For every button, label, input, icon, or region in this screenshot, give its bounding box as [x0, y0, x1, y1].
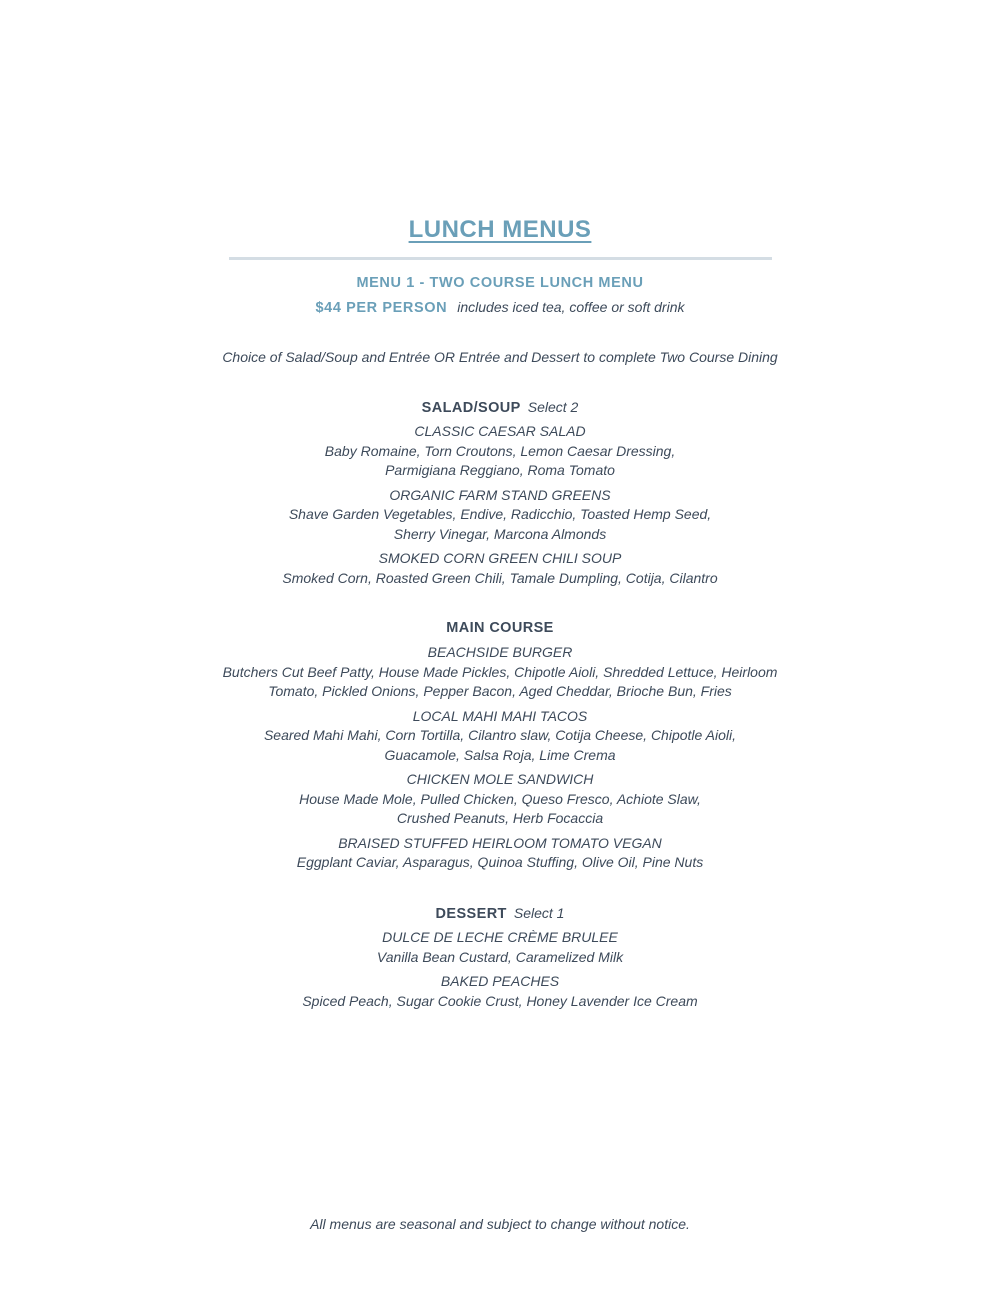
menu-item — [150, 486, 850, 545]
price-note: includes iced tea, coffee or soft drink — [457, 299, 685, 315]
menu-subtitle: MENU 1 - TWO COURSE LUNCH MENU — [356, 275, 644, 291]
menu-item — [150, 770, 850, 829]
menu-item-name: SMOKED CORN GREEN CHILI SOUP — [378, 550, 622, 566]
menu-item-name: CHICKEN MOLE SANDWICH — [406, 771, 594, 787]
menu-item — [150, 707, 850, 766]
menu-item-description: Eggplant Caviar, Asparagus, Quinoa Stuffing, Olive Oil, Pine Nuts — [296, 854, 704, 870]
section-label: SALAD/SOUP — [421, 400, 521, 416]
section-label: MAIN COURSE — [446, 620, 554, 636]
section-heading — [150, 618, 850, 638]
menu-item-name: BAKED PEACHES — [440, 973, 560, 989]
menu-item-description: Seared Mahi Mahi, Corn Tortilla, Cilantro slaw, Cotija Cheese, Chipotle Aioli, Guacamole, Salsa Roja, Lime Crema — [263, 727, 737, 763]
menu-item-description: Spiced Peach, Sugar Cookie Crust, Honey Lavender Ice Cream — [302, 992, 698, 1009]
footer-note: All menus are seasonal and subject to change without notice. — [310, 1216, 690, 1232]
menu-item — [150, 422, 850, 481]
menu-item-description: Vanilla Bean Custard, Caramelized Milk — [376, 948, 624, 965]
menu-item-name: BEACHSIDE BURGER — [427, 644, 573, 660]
section-note: Select 1 — [513, 905, 565, 921]
menu-item-name: CLASSIC CAESAR SALAD — [414, 423, 586, 439]
menu-item — [150, 972, 850, 1011]
section-heading — [150, 397, 850, 417]
menu-item-name: LOCAL MAHI MAHI TACOS — [412, 707, 588, 724]
menu-item — [150, 928, 850, 967]
menu-item-description: Shave Garden Vegetables, Endive, Radicchio, Toasted Hemp Seed, Sherry Vinegar, Marcona Almonds — [288, 506, 712, 542]
choice-text: Choice of Salad/Soup and Entrée OR Entrée and Dessert to complete Two Course Dining — [222, 349, 778, 365]
section-heading — [150, 903, 850, 923]
section-label: DESSERT — [435, 906, 507, 922]
section-dessert — [150, 903, 850, 1016]
price-line — [180, 299, 820, 316]
menu-item-description: Butchers Cut Beef Patty, House Made Pickles, Chipotle Aioli, Shredded Lettuce, Heirloom Tomato, Pickled Onions, Pepper Bacon, Aged Cheddar, Brioche Bun, Fries — [222, 663, 778, 699]
price: $44 PER PERSON — [315, 300, 448, 316]
page-title: LUNCH MENUS — [408, 216, 592, 243]
menu-item-description: House Made Mole, Pulled Chicken, Queso Fresco, Achiote Slaw, Crushed Peanuts, Herb Focaccia — [299, 790, 701, 826]
section-note: Select 2 — [527, 399, 579, 415]
title-divider — [229, 257, 772, 260]
section-salad-soup — [150, 397, 850, 593]
menu-item-name: DULCE DE LECHE CRÈME BRULEE — [382, 929, 618, 945]
menu-item-name: ORGANIC FARM STAND GREENS — [389, 486, 611, 503]
menu-item-description: Smoked Corn, Roasted Green Chili, Tamale Dumpling, Cotija, Cilantro — [282, 569, 718, 586]
menu-item-description: Baby Romaine, Torn Croutons, Lemon Caesar Dressing, Parmigiana Reggiano, Roma Tomato — [324, 442, 676, 478]
menu-item — [150, 834, 850, 873]
menu-item — [150, 643, 850, 702]
section-main-course — [150, 618, 850, 878]
menu-item-name: BRAISED STUFFED HEIRLOOM TOMATO VEGAN — [338, 834, 662, 851]
menu-item — [150, 549, 850, 588]
